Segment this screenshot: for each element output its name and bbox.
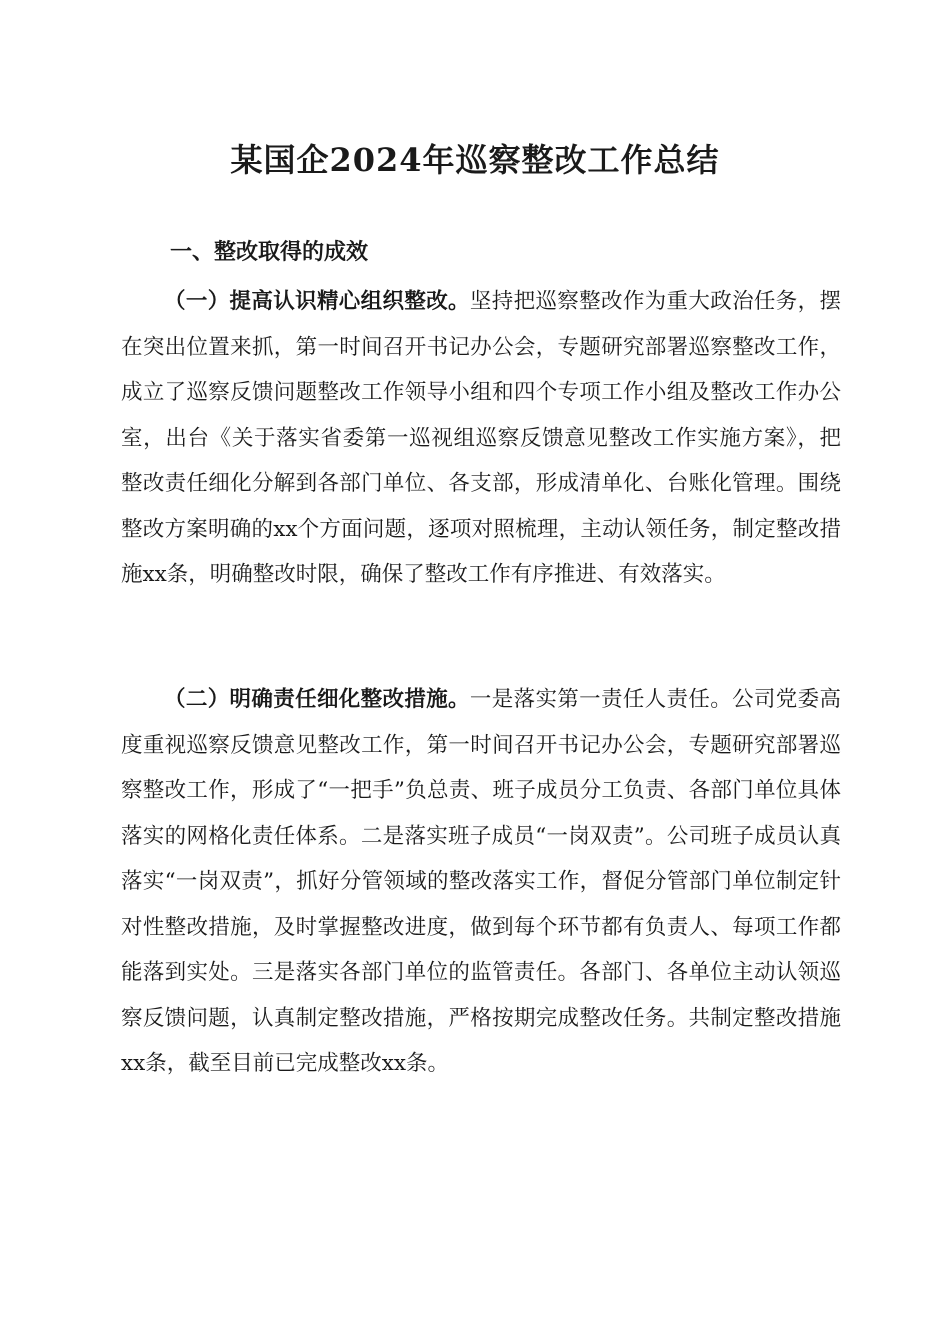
paragraph-2-lead: （二）明确责任细化整改措施。 — [164, 687, 470, 712]
section-heading: 一、整改取得的成效 — [170, 240, 369, 265]
paragraph-2 — [121, 677, 841, 1087]
document-title: 某国企2024年巡察整改工作总结 — [230, 141, 720, 179]
paragraph-1 — [121, 279, 841, 598]
paragraph-2-text: 一是落实第一责任人责任。公司党委高度重视巡察反馈意见整改工作，第一时间召开书记办公会，专题研究部署巡察整改工作，形成了“一把手”负总责、班子成员分工负责、各部门单位具体落实的网格化责任体系。二是落实班子成员“一岗双责”。公司班子成员认真落实“一岗双责”，抓好分管领域的整改落实工作，督促分管部门单位制定针对性整改措施，及时掌握整改进度，做到每个环节都有负责人、每项工作都能落到实处。三是落实各部门单位的监管责任。各部门、各单位主动认领巡察反馈问题，认真制定整改措施，严格按期完成整改任务。共制定整改措施xx条，截至目前已完成整改xx条。 — [121, 687, 841, 1076]
paragraph-1-lead: （一）提高认识精心组织整改。 — [164, 289, 470, 314]
paragraph-1-text: 坚持把巡察整改作为重大政治任务，摆在突出位置来抓，第一时间召开书记办公会，专题研究部署巡察整改工作，成立了巡察反馈问题整改工作领导小组和四个专项工作小组及整改工作办公室，出台《关于落实省委第一巡视组巡察反馈意见整改工作实施方案》，把整改责任细化分解到各部门单位、各支部，形成清单化、台账化管理。围绕整改方案明确的xx个方面问题，逐项对照梳理，主动认领任务，制定整改措施xx条，明确整改时限，确保了整改工作有序推进、有效落实。 — [121, 289, 841, 587]
